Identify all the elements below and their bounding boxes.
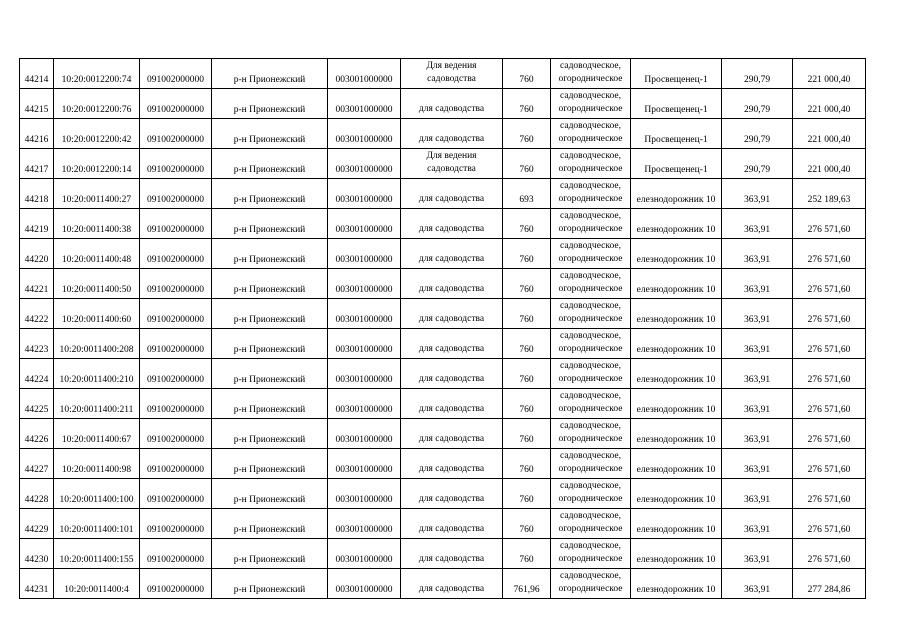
permitted-use-cell-line [402,480,501,493]
permitted-use-cell [401,239,503,269]
address-cell: Просвещенец-1 [631,89,722,119]
category-cell [551,239,631,269]
code-cell: 003001000000 [328,419,401,449]
cadastral-number-cell: 10:20:0012200:42 [54,119,140,149]
category-cell-line: садоводческое, [560,541,621,551]
permitted-use-cell-line: для садоводства [418,224,485,234]
district-cell: р-н Прионежский [212,149,328,179]
cadastral-number-cell: 10:20:0011400:67 [54,419,140,449]
category-cell [551,179,631,209]
cadastral-number-cell: 10:20:0011400:210 [54,359,140,389]
category-cell-line: садоводческое, [560,61,621,71]
cadastral-number-cell: 10:20:0011400:50 [54,269,140,299]
cadastral-number-cell: 10:20:0011400:100 [54,479,140,509]
district-cell: р-н Прионежский [212,419,328,449]
category-cell-line: огородническое [558,104,623,114]
cadastral-number-cell: 10:20:0011400:60 [54,299,140,329]
category-cell-line: садоводческое, [560,331,621,341]
permitted-use-cell-line: Для ведения [426,151,477,161]
okato-code-cell: 091002000000 [140,149,212,179]
okato-code-cell: 091002000000 [140,419,212,449]
row-number-cell: 44223 [20,329,54,359]
district-cell: р-н Прионежский [212,509,328,539]
category-cell [551,479,631,509]
code-cell: 003001000000 [328,539,401,569]
address-cell: Просвещенец-1 [631,119,722,149]
area-cell: 760 [503,209,551,239]
category-cell-line: огородническое [558,464,623,474]
table-row [20,359,866,389]
table-row [20,239,866,269]
permitted-use-cell [401,479,503,509]
table-row [20,59,866,89]
category-cell [551,539,631,569]
permitted-use-cell [401,119,503,149]
specific-value-cell: 363,91 [722,479,793,509]
category-cell-line: садоводческое, [560,391,621,401]
cadastral-value-cell: 252 189,63 [793,179,866,209]
category-cell-line: огородническое [558,224,623,234]
permitted-use-cell [401,419,503,449]
permitted-use-cell-line [402,240,501,253]
permitted-use-cell-line: для садоводства [418,554,485,564]
area-cell: 760 [503,239,551,269]
table-row [20,539,866,569]
category-cell-line: огородническое [558,74,623,84]
specific-value-cell: 363,91 [722,269,793,299]
cadastral-number-cell: 10:20:0011400:208 [54,329,140,359]
cadastral-number-cell: 10:20:0012200:76 [54,89,140,119]
category-cell-line: садоводческое, [560,211,621,221]
okato-code-cell: 091002000000 [140,479,212,509]
code-cell: 003001000000 [328,59,401,89]
category-cell-line: садоводческое, [560,451,621,461]
permitted-use-cell-line: для садоводства [418,374,485,384]
permitted-use-cell [401,389,503,419]
cadastral-number-cell: 10:20:0012200:74 [54,59,140,89]
permitted-use-cell-line: для садоводства [418,134,485,144]
cadastral-number-cell: 10:20:0011400:38 [54,209,140,239]
address-cell: елезнодорожник 10 [631,509,722,539]
cadastral-value-cell: 276 571,60 [793,299,866,329]
permitted-use-cell-line: Для ведения [426,61,477,71]
cadastral-value-cell: 276 571,60 [793,239,866,269]
area-cell: 760 [503,89,551,119]
area-cell: 760 [503,419,551,449]
code-cell: 003001000000 [328,149,401,179]
cadastral-value-cell: 221 000,40 [793,89,866,119]
okato-code-cell: 091002000000 [140,509,212,539]
cadastral-value-cell: 276 571,60 [793,389,866,419]
permitted-use-cell-line: для садоводства [418,494,485,504]
category-cell-line: огородническое [558,194,623,204]
area-cell: 760 [503,119,551,149]
category-cell [551,209,631,239]
permitted-use-cell [401,359,503,389]
row-number-cell: 44229 [20,509,54,539]
district-cell: р-н Прионежский [212,479,328,509]
category-cell-line: садоводческое, [560,481,621,491]
address-cell: елезнодорожник 10 [631,419,722,449]
category-cell [551,509,631,539]
table-row [20,569,866,599]
permitted-use-cell-line: для садоводства [418,344,485,354]
specific-value-cell: 363,91 [722,329,793,359]
code-cell: 003001000000 [328,449,401,479]
cadastral-value-cell: 221 000,40 [793,59,866,89]
area-cell: 760 [503,389,551,419]
specific-value-cell: 363,91 [722,179,793,209]
district-cell: р-н Прионежский [212,209,328,239]
specific-value-cell: 290,79 [722,119,793,149]
address-cell: елезнодорожник 10 [631,329,722,359]
area-cell: 760 [503,59,551,89]
code-cell: 003001000000 [328,569,401,599]
cadastral-value-cell: 276 571,60 [793,419,866,449]
category-cell-line: огородническое [558,134,623,144]
permitted-use-cell-line: для садоводства [418,284,485,294]
category-cell [551,299,631,329]
permitted-use-cell [401,209,503,239]
category-cell-line: садоводческое, [560,421,621,431]
specific-value-cell: 363,91 [722,299,793,329]
row-number-cell: 44230 [20,539,54,569]
cadastral-value-cell: 276 571,60 [793,539,866,569]
cadastral-number-cell: 10:20:0011400:211 [54,389,140,419]
permitted-use-cell-line: для садоводства [418,404,485,414]
area-cell: 760 [503,299,551,329]
permitted-use-cell-line: для садоводства [418,434,485,444]
specific-value-cell: 290,79 [722,59,793,89]
specific-value-cell: 363,91 [722,419,793,449]
permitted-use-cell [401,59,503,89]
cadastral-number-cell: 10:20:0011400:27 [54,179,140,209]
district-cell: р-н Прионежский [212,449,328,479]
area-cell: 760 [503,509,551,539]
area-cell: 760 [503,329,551,359]
permitted-use-cell-line [402,180,501,193]
category-cell [551,329,631,359]
table-body [20,59,866,599]
permitted-use-cell [401,569,503,599]
category-cell-line: огородническое [558,164,623,174]
table-row [20,419,866,449]
row-number-cell: 44217 [20,149,54,179]
cadastral-value-cell: 277 284,86 [793,569,866,599]
permitted-use-cell-line: садоводства [427,164,476,174]
district-cell: р-н Прионежский [212,359,328,389]
permitted-use-cell-line: для садоводства [418,524,485,534]
address-cell: елезнодорожник 10 [631,299,722,329]
cadastral-value-cell: 276 571,60 [793,479,866,509]
cadastral-registry-table [19,58,866,599]
category-cell [551,449,631,479]
permitted-use-cell-line: для садоводства [418,104,485,114]
table-row [20,179,866,209]
address-cell: елезнодорожник 10 [631,569,722,599]
category-cell-line: огородническое [558,434,623,444]
specific-value-cell: 363,91 [722,209,793,239]
okato-code-cell: 091002000000 [140,569,212,599]
table-row [20,329,866,359]
district-cell: р-н Прионежский [212,389,328,419]
permitted-use-cell-line [402,540,501,553]
category-cell-line: огородническое [558,584,623,594]
code-cell: 003001000000 [328,119,401,149]
category-cell-line: садоводческое, [560,361,621,371]
category-cell-line: садоводческое, [560,121,621,131]
address-cell: елезнодорожник 10 [631,179,722,209]
permitted-use-cell-line [402,300,501,313]
row-number-cell: 44221 [20,269,54,299]
area-cell: 760 [503,269,551,299]
code-cell: 003001000000 [328,239,401,269]
address-cell: елезнодорожник 10 [631,389,722,419]
category-cell-line: садоводческое, [560,271,621,281]
category-cell [551,119,631,149]
table-row [20,479,866,509]
okato-code-cell: 091002000000 [140,329,212,359]
code-cell: 003001000000 [328,89,401,119]
address-cell: елезнодорожник 10 [631,479,722,509]
permitted-use-cell-line [402,270,501,283]
category-cell-line: огородническое [558,374,623,384]
cadastral-value-cell: 276 571,60 [793,509,866,539]
row-number-cell: 44219 [20,209,54,239]
row-number-cell: 44214 [20,59,54,89]
district-cell: р-н Прионежский [212,89,328,119]
row-number-cell: 44224 [20,359,54,389]
cadastral-value-cell: 276 571,60 [793,209,866,239]
permitted-use-cell [401,539,503,569]
category-cell [551,149,631,179]
category-cell-line: огородническое [558,314,623,324]
permitted-use-cell-line: для садоводства [418,194,485,204]
table-row [20,449,866,479]
address-cell: Просвещенец-1 [631,149,722,179]
district-cell: р-н Прионежский [212,59,328,89]
code-cell: 003001000000 [328,179,401,209]
category-cell [551,389,631,419]
specific-value-cell: 363,91 [722,449,793,479]
permitted-use-cell-line: для садоводства [418,254,485,264]
okato-code-cell: 091002000000 [140,89,212,119]
okato-code-cell: 091002000000 [140,359,212,389]
okato-code-cell: 091002000000 [140,239,212,269]
row-number-cell: 44226 [20,419,54,449]
area-cell: 760 [503,149,551,179]
district-cell: р-н Прионежский [212,269,328,299]
okato-code-cell: 091002000000 [140,299,212,329]
code-cell: 003001000000 [328,269,401,299]
okato-code-cell: 091002000000 [140,209,212,239]
category-cell-line: огородническое [558,344,623,354]
code-cell: 003001000000 [328,479,401,509]
cadastral-value-cell: 221 000,40 [793,119,866,149]
okato-code-cell: 091002000000 [140,269,212,299]
category-cell [551,59,631,89]
address-cell: елезнодорожник 10 [631,449,722,479]
permitted-use-cell [401,449,503,479]
district-cell: р-н Прионежский [212,539,328,569]
code-cell: 003001000000 [328,209,401,239]
permitted-use-cell-line [402,90,501,103]
specific-value-cell: 363,91 [722,359,793,389]
permitted-use-cell [401,329,503,359]
okato-code-cell: 091002000000 [140,539,212,569]
category-cell-line: огородническое [558,494,623,504]
specific-value-cell: 363,91 [722,569,793,599]
district-cell: р-н Прионежский [212,239,328,269]
category-cell-line: садоводческое, [560,301,621,311]
cadastral-value-cell: 276 571,60 [793,359,866,389]
okato-code-cell: 091002000000 [140,119,212,149]
cadastral-number-cell: 10:20:0011400:98 [54,449,140,479]
permitted-use-cell [401,89,503,119]
area-cell: 760 [503,449,551,479]
row-number-cell: 44215 [20,89,54,119]
permitted-use-cell-line: садоводства [427,74,476,84]
category-cell [551,89,631,119]
category-cell-line: садоводческое, [560,91,621,101]
cadastral-value-cell: 276 571,60 [793,269,866,299]
permitted-use-cell [401,269,503,299]
cadastral-number-cell: 10:20:0011400:48 [54,239,140,269]
category-cell-line: садоводческое, [560,181,621,191]
specific-value-cell: 363,91 [722,389,793,419]
category-cell-line: огородническое [558,254,623,264]
row-number-cell: 44231 [20,569,54,599]
row-number-cell: 44216 [20,119,54,149]
code-cell: 003001000000 [328,299,401,329]
permitted-use-cell-line [402,390,501,403]
code-cell: 003001000000 [328,329,401,359]
table-row [20,299,866,329]
table-row [20,269,866,299]
okato-code-cell: 091002000000 [140,59,212,89]
specific-value-cell: 290,79 [722,89,793,119]
permitted-use-cell [401,509,503,539]
table-row [20,389,866,419]
district-cell: р-н Прионежский [212,569,328,599]
code-cell: 003001000000 [328,359,401,389]
cadastral-value-cell: 276 571,60 [793,449,866,479]
permitted-use-cell-line [402,450,501,463]
cadastral-number-cell: 10:20:0011400:155 [54,539,140,569]
specific-value-cell: 363,91 [722,509,793,539]
address-cell: Просвещенец-1 [631,59,722,89]
category-cell [551,359,631,389]
row-number-cell: 44228 [20,479,54,509]
address-cell: елезнодорожник 10 [631,269,722,299]
row-number-cell: 44218 [20,179,54,209]
category-cell-line: огородническое [558,524,623,534]
row-number-cell: 44222 [20,299,54,329]
okato-code-cell: 091002000000 [140,449,212,479]
cadastral-number-cell: 10:20:0011400:4 [54,569,140,599]
district-cell: р-н Прионежский [212,329,328,359]
permitted-use-cell [401,179,503,209]
row-number-cell: 44220 [20,239,54,269]
cadastral-value-cell: 221 000,40 [793,149,866,179]
category-cell-line: огородническое [558,284,623,294]
category-cell [551,569,631,599]
address-cell: елезнодорожник 10 [631,539,722,569]
address-cell: елезнодорожник 10 [631,209,722,239]
district-cell: р-н Прионежский [212,119,328,149]
cadastral-number-cell: 10:20:0011400:101 [54,509,140,539]
area-cell: 761,96 [503,569,551,599]
address-cell: елезнодорожник 10 [631,239,722,269]
category-cell [551,269,631,299]
specific-value-cell: 363,91 [722,539,793,569]
category-cell [551,419,631,449]
permitted-use-cell-line [402,570,501,583]
permitted-use-cell-line [402,120,501,133]
permitted-use-cell-line [402,210,501,223]
okato-code-cell: 091002000000 [140,389,212,419]
okato-code-cell: 091002000000 [140,179,212,209]
address-cell: елезнодорожник 10 [631,359,722,389]
table-row [20,89,866,119]
table-row [20,149,866,179]
cadastral-value-cell: 276 571,60 [793,329,866,359]
table-row [20,209,866,239]
category-cell-line: садоводческое, [560,241,621,251]
specific-value-cell: 363,91 [722,239,793,269]
code-cell: 003001000000 [328,389,401,419]
permitted-use-cell-line: для садоводства [418,464,485,474]
area-cell: 760 [503,539,551,569]
district-cell: р-н Прионежский [212,179,328,209]
permitted-use-cell [401,299,503,329]
row-number-cell: 44225 [20,389,54,419]
permitted-use-cell-line: для садоводства [418,584,485,594]
permitted-use-cell-line [402,420,501,433]
area-cell: 760 [503,479,551,509]
permitted-use-cell [401,149,503,179]
category-cell-line: садоводческое, [560,511,621,521]
code-cell: 003001000000 [328,509,401,539]
permitted-use-cell-line: для садоводства [418,314,485,324]
row-number-cell: 44227 [20,449,54,479]
cadastral-number-cell: 10:20:0012200:14 [54,149,140,179]
area-cell: 693 [503,179,551,209]
table-row [20,119,866,149]
permitted-use-cell-line [402,510,501,523]
table-row [20,509,866,539]
area-cell: 760 [503,359,551,389]
specific-value-cell: 290,79 [722,149,793,179]
category-cell-line: садоводческое, [560,571,621,581]
category-cell-line: огородническое [558,404,623,414]
category-cell-line: садоводческое, [560,151,621,161]
district-cell: р-н Прионежский [212,299,328,329]
permitted-use-cell-line [402,330,501,343]
category-cell-line: огородническое [558,554,623,564]
permitted-use-cell-line [402,360,501,373]
